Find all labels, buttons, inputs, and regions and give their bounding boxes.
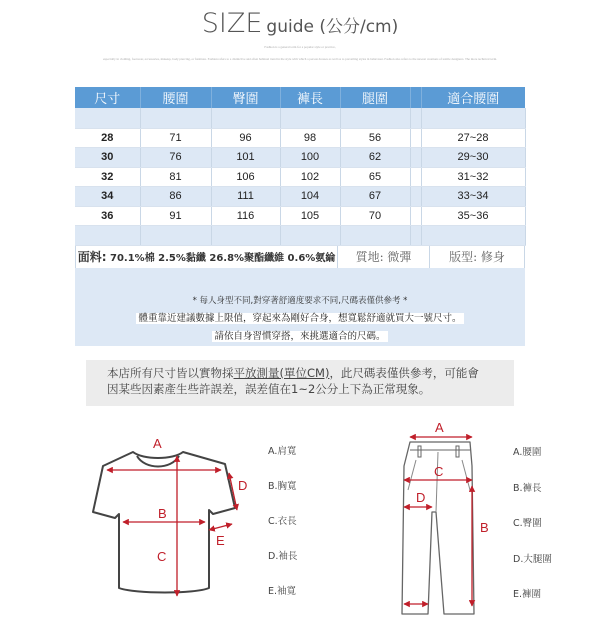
- table-row: [75, 206, 525, 226]
- legend-sleeve-length: D.袖長: [268, 551, 298, 562]
- col-length: 褲長: [280, 87, 340, 108]
- table-row: [75, 167, 525, 187]
- marker-a: A: [153, 436, 162, 451]
- table-header-row: [75, 87, 525, 108]
- legend-chest: B.胸寬: [268, 481, 297, 492]
- disclaimer-line-2: 因某些因素產生些許誤差，誤差值在1~2公分上下為正常現象。: [107, 382, 431, 396]
- fabric-composition-text: 70.1%棉 2.5%黏纖 26.8%聚酯纖維 0.6%氨綸: [106, 253, 336, 264]
- cell-thigh: 62: [340, 148, 410, 168]
- cell-waist: 86: [140, 187, 211, 207]
- cell-fit-waist: 29~30: [421, 148, 525, 168]
- marker-c: C: [434, 464, 444, 479]
- cell-waist: 91: [140, 206, 211, 226]
- table-row: [75, 187, 525, 207]
- legend-shoulder: A.肩寬: [268, 446, 297, 457]
- cell-thigh: 65: [340, 167, 410, 187]
- cell-length: 102: [280, 167, 340, 187]
- cell-spacer: [410, 148, 421, 168]
- disclaimer-pre: 本店所有尺寸皆以實物採: [107, 366, 234, 380]
- col-thigh: 腿圍: [340, 87, 410, 108]
- cell-length: 104: [280, 187, 340, 207]
- cell-size: 34: [75, 187, 140, 207]
- cell-size: 36: [75, 206, 140, 226]
- table-row: [75, 128, 525, 148]
- cell-waist: 71: [140, 128, 211, 148]
- cell-spacer: [410, 187, 421, 207]
- title-size: SIZE: [201, 8, 263, 39]
- cell-fit-waist: 27~28: [421, 128, 525, 148]
- cell-thigh: 70: [340, 206, 410, 226]
- marker-a: A: [435, 420, 444, 435]
- measurement-disclaimer: [86, 360, 514, 406]
- fabric-composition: [76, 246, 338, 268]
- cell-waist: 76: [140, 148, 211, 168]
- cell-size: 32: [75, 167, 140, 187]
- cell-thigh: 67: [340, 187, 410, 207]
- col-fit-waist: 適合腰圍: [421, 87, 525, 108]
- fabric-fit: 版型: 修身: [449, 250, 505, 264]
- size-table: [75, 87, 525, 246]
- legend-pants-length: B.褲長: [513, 483, 542, 494]
- cell-size: 30: [75, 148, 140, 168]
- legend-hip: C.臀圍: [513, 518, 542, 529]
- pants-diagram: [400, 420, 500, 620]
- cell-waist: 81: [140, 167, 211, 187]
- cell-hip: 116: [211, 206, 280, 226]
- marker-c: C: [157, 549, 167, 564]
- cell-hip: 96: [211, 128, 280, 148]
- disclaimer-underlined: 平放測量(單位CM): [233, 366, 330, 380]
- title-guide: guide (公分/cm): [266, 17, 399, 37]
- cell-fit-waist: 31~32: [421, 167, 525, 187]
- disclaimer-post: ，此尺碼表僅供參考，可能會: [329, 366, 479, 380]
- marker-d: D: [238, 478, 248, 493]
- disclaimer-line-1: [107, 365, 514, 381]
- subtitle-line-2: especially in clothing, footwear, accessories, makeup, body piercing, or furniture. Fashion refers to a distinctive and often habitual trend in the style with which a person dresses as well as to prevailing styles in behaviour. Fashion also refers to the newest creations of textile designers. The more technical term.: [103, 57, 497, 61]
- cell-hip: 106: [211, 167, 280, 187]
- cell-thigh: 56: [340, 128, 410, 148]
- cell-length: 100: [280, 148, 340, 168]
- cell-spacer: [410, 206, 421, 226]
- marker-b: B: [158, 506, 167, 521]
- notes-box: [75, 268, 525, 346]
- fabric-label: 面料:: [77, 250, 107, 264]
- table-row: [75, 148, 525, 168]
- cell-spacer: [410, 167, 421, 187]
- marker-b: B: [480, 520, 489, 535]
- shirt-diagram: [85, 430, 255, 610]
- note-line-3-text: 請依自身習慣穿搭，來挑選適合的尺碼。: [214, 331, 386, 342]
- cell-hip: 111: [211, 187, 280, 207]
- cell-spacer: [410, 128, 421, 148]
- col-hip: 臀圍: [211, 87, 280, 108]
- legend-thigh: D.大腿圍: [513, 554, 552, 565]
- fabric-row: [75, 246, 525, 268]
- col-waist: 腰圍: [140, 87, 211, 108]
- marker-d: D: [416, 490, 426, 505]
- blank-row: [75, 226, 525, 246]
- page-title: [0, 8, 600, 39]
- note-line-2-text: 體重靠近建議數據上限值，穿起來為剛好合身，想寬鬆舒適就買大一號尺寸。: [138, 313, 462, 324]
- note-line-2: [75, 310, 525, 324]
- legend-hem: E.褲圍: [513, 589, 542, 600]
- note-line-3: [75, 328, 525, 342]
- legend-length: C.衣長: [268, 516, 297, 527]
- legend-waist: A.腰圍: [513, 447, 542, 458]
- cell-length: 105: [280, 206, 340, 226]
- cell-size: 28: [75, 128, 140, 148]
- subtitle-line-1: Fashion is a general term for a popular style or practice,: [264, 45, 336, 49]
- fabric-texture: 質地: 微彈: [338, 246, 430, 268]
- cell-fit-waist: 35~36: [421, 206, 525, 226]
- blank-row: [75, 108, 525, 128]
- legend-sleeve-width: E.袖寬: [268, 586, 297, 597]
- col-size: 尺寸: [75, 87, 140, 108]
- cell-hip: 101: [211, 148, 280, 168]
- note-line-1: * 每人身型不同,對穿著舒適度要求不同,尺碼表僅供參考 *: [192, 296, 408, 306]
- cell-length: 98: [280, 128, 340, 148]
- cell-fit-waist: 33~34: [421, 187, 525, 207]
- col-spacer: [410, 87, 421, 108]
- marker-e: E: [216, 533, 225, 548]
